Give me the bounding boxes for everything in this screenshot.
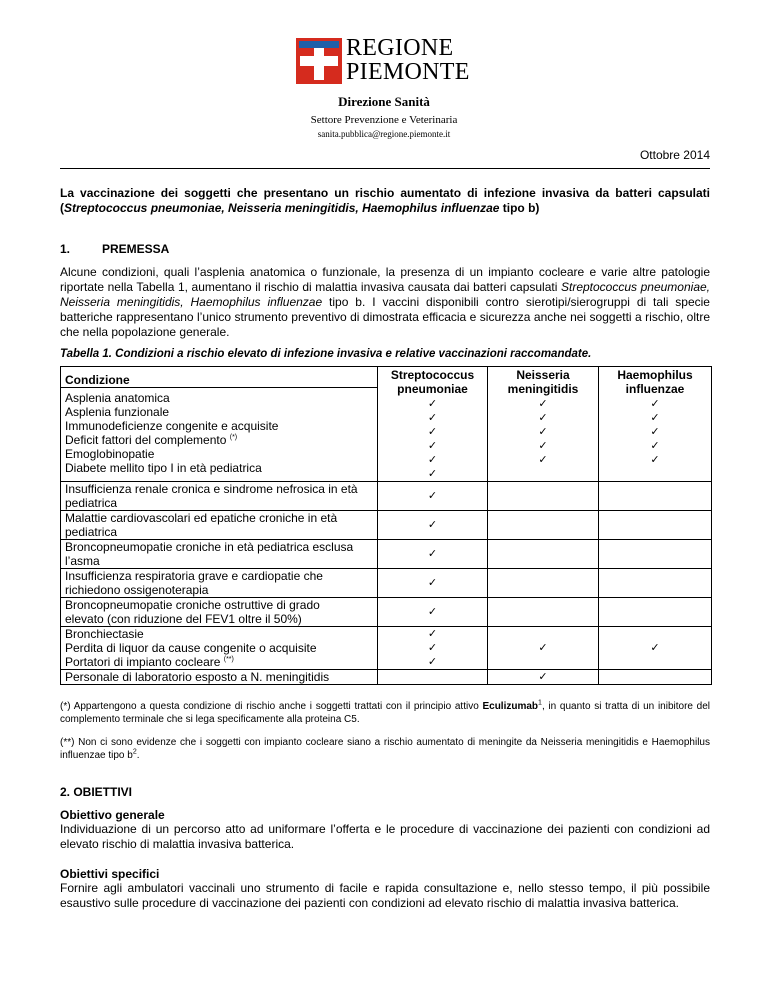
condition-item: Diabete mellito tipo I in età pediatrica bbox=[65, 461, 262, 475]
department-name: Direzione Sanità bbox=[338, 94, 430, 109]
sector-name: Settore Prevenzione e Veterinaria bbox=[310, 114, 458, 126]
header-condition: Condizione bbox=[61, 367, 378, 388]
specific-objectives-title: Obiettivi specifici bbox=[60, 867, 160, 881]
condition-cell: Insufficienza respiratoria grave e cardiopatie che richiedono ossigenoterapia bbox=[61, 569, 378, 598]
footnote-1: (*) Appartengono a questa condizione di rischio anche i soggetti trattati con il principio attivo Eculizumab$^1$, in quanto si tratta di un inibitore del complemento terminale che si lega specificamente alla proteina C5. bbox=[60, 699, 711, 725]
group2-condition-list bbox=[61, 627, 378, 670]
condition-item: Bronchiectasie bbox=[65, 627, 144, 641]
footnote-2: (**) Non ci sono evidenze che i soggetti con impianto cocleare siano a rischio aumentato di meningite da Neisseria meningitidis e Haemophilus influenzae tipo $b^2$. bbox=[60, 737, 710, 761]
check-mark-icon: ✓ bbox=[650, 426, 660, 438]
logo-wordmark: REGIONE PIEMONTE bbox=[346, 35, 470, 85]
table-caption: Tabella 1. Condizioni a rischio elevato di infezione invasiva e relative vaccinazioni raccomandate. bbox=[60, 348, 592, 360]
haemo-group1-checks bbox=[603, 397, 707, 467]
strepto-group2-checks: ✓ ✓ ✓ bbox=[378, 627, 488, 670]
check-mark-icon: ✓ bbox=[427, 454, 438, 466]
condition-item: Portatori di impianto cocleare (**) bbox=[65, 655, 234, 669]
condition-item: Perdita di liquor da cause congenite o acquisite bbox=[65, 641, 317, 655]
table-row bbox=[61, 482, 712, 511]
check-mark-icon: ✓ bbox=[538, 412, 548, 424]
check-mark-icon: ✓ bbox=[427, 468, 438, 480]
strepto-check: ✓ bbox=[378, 598, 488, 627]
header-streptococcus: Streptococcus pneumoniae ✓ ✓ ✓ ✓ ✓ ✓ bbox=[378, 367, 488, 482]
condition-item: Immunodeficienze congenite e acquisite bbox=[65, 419, 279, 433]
table-row bbox=[61, 598, 712, 627]
check-mark-icon: ✓ bbox=[538, 398, 548, 410]
header-neisseria: Neisseria meningitidis ✓ ✓ ✓ ✓ ✓ bbox=[488, 367, 599, 482]
document-date: Ottobre 2014 bbox=[639, 148, 710, 162]
check-mark-icon: ✓ bbox=[427, 426, 438, 438]
table-row-group2 bbox=[61, 627, 712, 670]
table-row bbox=[61, 511, 712, 540]
neisseria-group1-checks bbox=[492, 397, 594, 467]
table-row bbox=[61, 670, 712, 685]
risk-conditions-table bbox=[60, 366, 712, 685]
strepto-check: ✓ bbox=[378, 569, 488, 598]
condition-cell: Insufficienza renale cronica e sindrome nefrosica in età pediatrica bbox=[61, 482, 378, 511]
regione-piemonte-logo bbox=[296, 35, 470, 85]
header-divider bbox=[60, 168, 710, 169]
strepto-group1-checks bbox=[382, 397, 483, 481]
general-objective-title: Obiettivo generale bbox=[60, 808, 165, 822]
table-header-row bbox=[61, 367, 712, 388]
header-haemophilus: Haemophilus influenzae ✓ ✓ ✓ ✓ ✓ bbox=[599, 367, 712, 482]
condition-item: Emoglobinopatie bbox=[65, 447, 155, 461]
check-mark-icon: ✓ bbox=[650, 398, 660, 410]
section-1-paragraph: Alcune condizioni, quali l’asplenia anatomica o funzionale, la presenza di un impianto cocleare e varie altre patologie riportate nella Tabella 1, aumentano il rischio di malattia invasiva causata dai batteri capsulati Streptococcus pneumoniae, Neisseria meningitidis, Haemophilus influenzae tipo b. I vaccini disponibili contro sierotipi/sierogruppi di tali specie batteriche rappresentano l’unico strumento preventivo di dimostrata efficacia e sicurezza anche nei soggetti a rischio, oltre che nella popolazione generale. bbox=[60, 265, 710, 339]
group1-condition-list bbox=[61, 388, 378, 482]
section-1-heading: 1. PREMESSA bbox=[60, 242, 170, 256]
condition-item: Asplenia funzionale bbox=[65, 405, 170, 419]
check-mark-icon: ✓ bbox=[650, 454, 660, 466]
condition-cell: Malattie cardiovascolari ed epatiche croniche in età pediatrica bbox=[61, 511, 378, 540]
check-mark-icon: ✓ bbox=[538, 426, 548, 438]
check-mark-icon: ✓ bbox=[538, 440, 548, 452]
check-mark-icon: ✓ bbox=[650, 412, 660, 424]
condition-cell: Broncopneumopatie croniche ostruttive di grado elevato (con riduzione del FEV1 oltre il 50%) bbox=[61, 598, 378, 627]
condition-item: Deficit fattori del complemento (*) bbox=[65, 433, 238, 447]
check-mark-icon: ✓ bbox=[427, 398, 438, 410]
neisseria-check: ✓ bbox=[488, 670, 599, 685]
contact-email: sanita.pubblica@regione.piemonte.it bbox=[317, 129, 451, 139]
haemo-group2-checks: ✓ bbox=[599, 627, 712, 670]
strepto-check: ✓ bbox=[378, 511, 488, 540]
check-mark-icon: ✓ bbox=[427, 440, 438, 452]
section-2-heading: 2. OBIETTIVI bbox=[60, 785, 133, 799]
neisseria-group2-checks: ✓ bbox=[488, 627, 599, 670]
document-title: La vaccinazione dei soggetti che presentano un rischio aumentato di infezione invasiva da batteri capsulati (Streptococcus pneumoniae, Neisseria meningitidis, Haemophilus influenzae tipo b) bbox=[60, 186, 710, 215]
check-mark-icon: ✓ bbox=[650, 440, 660, 452]
table-row bbox=[61, 569, 712, 598]
condition-cell: Broncopneumopatie croniche in età pediatrica esclusa l’asma bbox=[61, 540, 378, 569]
condition-item: Asplenia anatomica bbox=[65, 391, 170, 405]
check-mark-icon: ✓ bbox=[538, 454, 548, 466]
piemonte-emblem-icon bbox=[296, 38, 342, 84]
check-mark-icon: ✓ bbox=[427, 412, 438, 424]
table-row bbox=[61, 540, 712, 569]
strepto-check: ✓ bbox=[378, 482, 488, 511]
strepto-check: ✓ bbox=[378, 540, 488, 569]
condition-cell: Personale di laboratorio esposto a N. meningitidis bbox=[61, 670, 378, 685]
specific-objectives-text: Fornire agli ambulatori vaccinali uno strumento di facile e rapida consultazione e, nello stesso tempo, il più possibile esaustivo sulle procedure di vaccinazione dei pazienti con condizioni ad elevato rischio di malattia invasiva batterica. bbox=[60, 881, 710, 910]
general-objective-text: Individuazione di un percorso atto ad uniformare l’offerta e le procedure di vaccinazione dei pazienti con condizioni ad elevato rischio di malattia invasiva batterica. bbox=[60, 822, 710, 851]
